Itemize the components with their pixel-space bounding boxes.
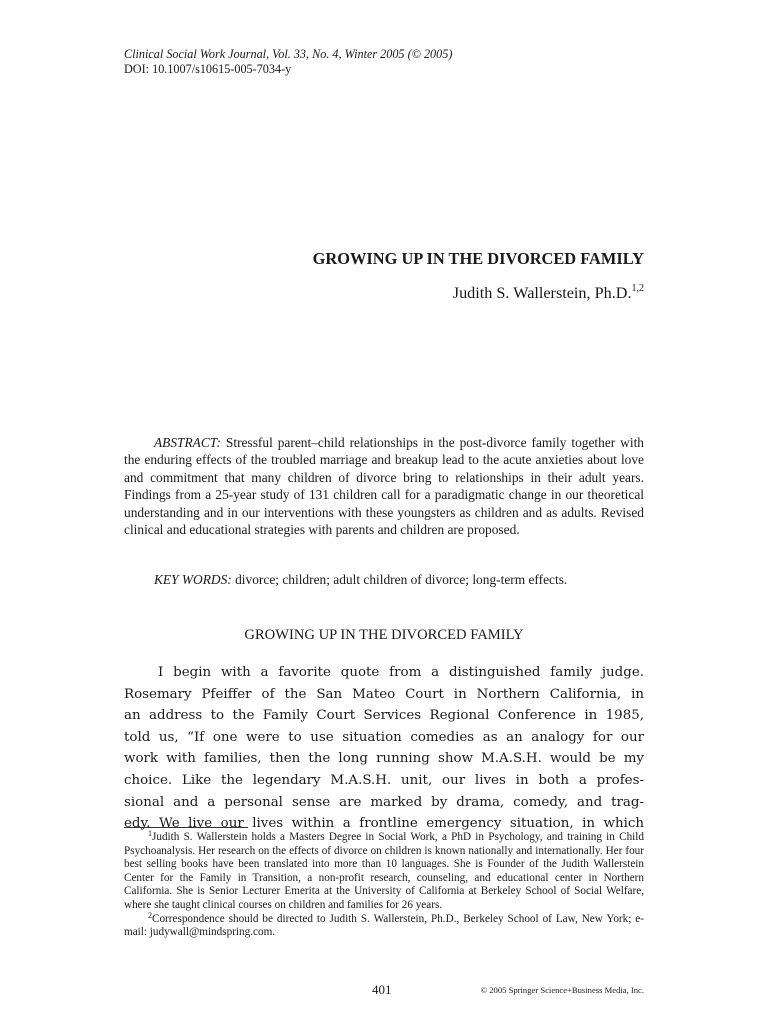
body-line: choice. Like the legendary M.A.S.H. unit, our lives in both a profes-: [124, 772, 644, 788]
footnote-mark: 1: [148, 829, 152, 838]
keywords-text: divorce; children; adult children of divorce; long-term effects.: [235, 572, 568, 587]
footnote-divider: [124, 827, 248, 828]
footnotes: [124, 831, 644, 940]
copyright-notice: © 2005 Springer Science+Business Media, Inc.: [480, 985, 644, 995]
author-line: [453, 284, 644, 303]
section-heading: GROWING UP IN THE DIVORCED FAMILY: [244, 627, 524, 643]
abstract: [124, 434, 644, 538]
author-name: Judith S. Wallerstein, Ph.D.: [452, 284, 632, 302]
keywords: [154, 572, 567, 588]
body-line: sional and a personal sense are marked by drama, comedy, and trag-: [124, 794, 644, 810]
abstract-text: Stressful parent–child relationships in the post-divorce family together with the enduring effects of the troubled marriage and breakup lead to the acute anxieties about love and commitment that many children of divorce bring to relationships in their adult years. Findings from a 25-year study of 131 children call for a paradigmatic change in our theoretical understanding and in our interventions with these youngsters as children and as adults. Revised clinical and educational strategies with parents and children are proposed.: [124, 435, 644, 538]
running-header: [124, 47, 452, 77]
body-line: edy. We live our lives within a frontline emergency situation, in which: [124, 816, 644, 832]
doi-line: DOI: 10.1007/s10615-005-7034-y: [124, 62, 292, 76]
body-line: I begin with a favorite quote from a distinguished family judge.: [158, 665, 644, 680]
page-number: 401: [372, 982, 392, 997]
body-line: an address to the Family Court Services Regional Conference in 1985,: [124, 708, 644, 724]
footnote-text: Correspondence should be directed to Judith S. Wallerstein, Ph.D., Berkeley School of Law, New York; e-mail: judywall@mindspring.com.: [124, 912, 644, 939]
footnote-text: Judith S. Wallerstein holds a Masters Degree in Social Work, a PhD in Psychology, and training in Child Psychoanalysis. Her research on the effects of divorce on children is known nationally and internationally. Her four best selling books have been translated into more than 10 languages. She is Founder of the Judith Wallerstein Center for the Family in Transition, a non-profit research, counseling, and educational center in Northern California. She is Senior Lecturer Emerita at the University of California at Berkeley School of Social Welfare, where she taught clinical courses on children and families for 26 years.: [124, 831, 644, 911]
keywords-label: KEY WORDS:: [154, 572, 232, 587]
footnote-1: [124, 831, 644, 913]
body-line: told us, “If one were to use situation comedies as an analogy for our: [124, 729, 644, 745]
body-paragraph: [124, 662, 644, 835]
journal-page: [124, 0, 644, 1024]
article-title: GROWING UP IN THE DIVORCED FAMILY: [312, 249, 644, 268]
body-line: work with families, then the long running show M.A.S.H. would be my: [124, 751, 644, 767]
author-footnote-marks: 1,2: [631, 283, 644, 294]
body-line: Rosemary Pfeiffer of the San Mateo Court in Northern California, in: [124, 686, 644, 702]
footnote-2: [124, 910, 644, 940]
journal-citation: Clinical Social Work Journal, Vol. 33, No. 4, Winter 2005 (© 2005): [124, 47, 453, 61]
footnote-mark: 2: [148, 910, 152, 920]
abstract-label: ABSTRACT:: [154, 435, 221, 450]
